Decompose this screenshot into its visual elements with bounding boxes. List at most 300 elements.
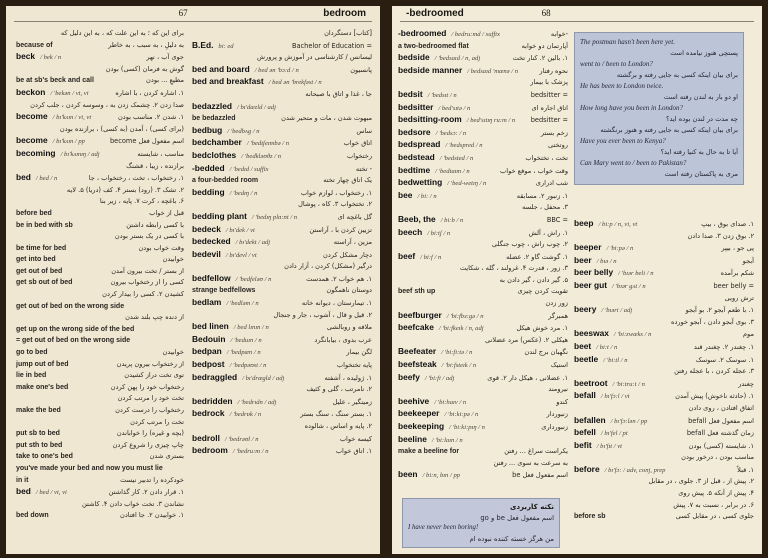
persian-definition: با کسی در یک بستر بودن (114, 232, 184, 241)
headword-entry (192, 40, 372, 53)
headword-entry (574, 242, 754, 255)
headword-entry (574, 255, 754, 268)
persian-definition: رختخواب خود را پهن کردن (110, 382, 184, 391)
persian-definition: نگهبان برج لندن (524, 348, 568, 357)
phrase-entry (16, 451, 184, 463)
column-2-entries (574, 218, 754, 552)
persian-definition: خوابیدن (162, 255, 184, 264)
persian-definition: ۱. گوشت گاو ۲. عضله (506, 252, 568, 261)
pronunciation: / bi:t / n (596, 343, 618, 351)
persian-definition: ۱. سوسک ۲. سوسک (695, 355, 754, 364)
headword: become (16, 111, 48, 122)
headword-entry (574, 341, 754, 354)
pronunciation: / bɪ'kʌm / pp (52, 138, 85, 146)
headword: bedraggled (192, 371, 238, 382)
headword-entry (192, 101, 372, 114)
headword-entry (16, 135, 184, 148)
pronunciation: / bed'sɪtə / n (438, 104, 471, 112)
definition-line (574, 231, 754, 243)
phrase-entry (16, 359, 184, 371)
definition-line (574, 403, 754, 415)
headword-entry (574, 440, 754, 453)
headword: bedlam (192, 297, 222, 308)
headword-entry (16, 172, 184, 185)
phrase-entry (192, 175, 372, 187)
phrase-entry (16, 277, 184, 289)
pronunciation: / bed / n (35, 175, 58, 183)
headword-entry (398, 310, 568, 323)
headword: bedsitting-room (398, 114, 462, 125)
pronunciation: / 'bedrɒk / n (229, 411, 262, 419)
persian-definition: دچار مشکل کردن (322, 250, 372, 259)
headword: beeline (398, 433, 427, 444)
persian-definition: -خوابه (550, 30, 568, 38)
definition-line (16, 185, 184, 197)
persian-definition: پی جو ، بیپر (721, 244, 754, 253)
persian-definition: درگیر (مشکل) کردن ، آزار دادن (284, 262, 372, 271)
definition-line (16, 231, 184, 243)
pronunciation: / bed ən 'bɔ:d / n (254, 66, 299, 74)
phrase: take to one's bed (16, 453, 73, 461)
headword: bedroom (192, 445, 228, 456)
persian-definition: = beer belly (713, 281, 754, 290)
phrase: lie in bed (16, 372, 47, 380)
phrase: because of (16, 41, 53, 49)
phrase: = get out of bed on the wrong side (16, 337, 131, 345)
pronunciation: / 'bekən / vt, vi (50, 89, 89, 97)
headword: bedeck (192, 223, 221, 234)
headword: beet (574, 340, 592, 351)
right-page (392, 6, 762, 554)
persian-definition: اتفاق افتادن ، روی دادن (688, 403, 754, 412)
headword: B.Ed. (192, 39, 214, 50)
definition-line (192, 199, 372, 211)
pronunciation: / 'bedbʌg / n (227, 127, 260, 135)
persian-definition: ۶. باغچه ، کرت ۷. پایه ، زیر بنا (99, 197, 184, 206)
persian-definition: تقویت کردن چیزی (517, 287, 568, 296)
headword: beefsteak (398, 359, 437, 370)
persian-definition: کسی را از رختخواب بیرون (110, 278, 184, 287)
headword-entry (398, 421, 568, 434)
headword: bedrock (192, 408, 225, 419)
phrase-entry (16, 440, 184, 452)
phrase-entry (16, 428, 184, 440)
headword-entry (574, 378, 754, 391)
pronunciation: / bi:b / n (440, 216, 464, 224)
definition-line (574, 366, 754, 378)
headword-entry (16, 51, 184, 64)
persian-definition: ۱. بالین ۲. کنار تخت (512, 54, 568, 63)
persian-definition: ۱. زنبور ۲. مسابقه (516, 191, 568, 200)
running-head: -bedroomed (406, 8, 464, 19)
headword: befallen (574, 414, 606, 425)
persian-definition: مبهوت شدن ، مات و متحیر شدن (281, 114, 372, 123)
definition-line (574, 476, 754, 488)
persian-definition: از بستر / تخت بیرون آمدن (111, 266, 184, 275)
persian-definition: آبجو (742, 256, 754, 265)
phrase-entry (16, 208, 184, 220)
headword-entry (574, 415, 754, 428)
pronunciation: / 'bedtaɪm / n (435, 167, 470, 175)
definition-line (192, 28, 372, 40)
pronunciation: / 'bi:pə / n (606, 245, 634, 253)
headword: beeper (574, 242, 602, 253)
pronunciation: / 'bi:fi / adj (424, 374, 455, 382)
headword-entry (398, 52, 568, 65)
persian-definition: ۲. پایه و اساس ، شالوده (304, 422, 372, 430)
phrase: be in bed with sb (16, 221, 73, 229)
headword: bedsitter (398, 101, 434, 112)
headword: been (398, 469, 418, 480)
headword-entry (398, 396, 568, 409)
pronunciation: / bɪ'dek / vt (225, 226, 255, 234)
headword-entry (192, 76, 372, 89)
pronunciation: / 'bedsted / n (439, 154, 474, 162)
headword-entry (192, 224, 372, 237)
pronunciation: / bi:n, bɪn / pp (422, 472, 461, 480)
phrase: go to bed (16, 349, 48, 357)
phrase: in it (16, 476, 29, 484)
page-number: 68 (541, 8, 551, 18)
headword: Bedouin (192, 333, 226, 344)
pronunciation: / bɪ'fɪt / vt (596, 442, 622, 450)
persian-definition: چاپ چیزی را شروع کردن (112, 440, 184, 449)
persian-definition: ۲. قیل و قال ، آشوب ، جار و جنجال (273, 310, 372, 319)
persian-definition: آپارتمان دو خوابه (521, 41, 568, 50)
phrase: strange bedfellows (192, 287, 256, 295)
persian-definition: ۱. بستر سنگ ، سنگ بستر (300, 410, 372, 419)
example-sentence: He has been to London twice. (580, 82, 664, 90)
headword-entry (574, 267, 754, 280)
pronunciation: bi: ed (218, 42, 234, 50)
persian-definition: نیرومند (548, 385, 568, 394)
persian-definition: ۴. پیش از آنکه ۵. پیش روی (678, 489, 754, 498)
persian-definition: ۲. پیش از ، قبل از ۳. جلوی ، در مقابل (648, 477, 754, 486)
phrase: a two-bedroomed flat (398, 42, 469, 50)
pronunciation: / 'bed-wetɪŋ / n (447, 180, 487, 188)
phrase: get out of bed on the wrong side (16, 302, 125, 310)
pronunciation: / 'bi:ki:pə / n (444, 411, 479, 419)
pronunciation: / bedsaɪd 'mænə / n (467, 67, 519, 75)
phrase-entry (16, 335, 184, 347)
pronunciation: / bek / n (40, 54, 62, 62)
page-header (14, 8, 372, 22)
phrase: make a beeline for (398, 448, 460, 456)
headword: beeswax (574, 328, 609, 339)
headword: beefcake (398, 322, 434, 333)
persian-definition: (بچه و غیره) را خواباندن (116, 429, 184, 438)
persian-definition: ۱. قرار دادن ۲. کار گذاشتن (108, 488, 184, 497)
example-sentence: Have you ever been to Kenya? (580, 137, 666, 145)
persian-definition: زخم بستر (540, 128, 568, 137)
headword-entry (398, 28, 568, 41)
phrase: make the bed (16, 407, 61, 414)
headword: beer belly (574, 267, 614, 278)
definition-line (574, 452, 754, 464)
definition-line (192, 310, 372, 322)
persian-definition: ۶. در برابر ، نسبت به ۷. پیش (673, 500, 754, 509)
headword: bedtime (398, 164, 431, 175)
phrase-entry (16, 324, 184, 336)
pronunciation: / 'bi:ki:pɪŋ / n (449, 424, 485, 431)
persian-definition: جوی آب ، نهر (146, 53, 184, 62)
persian-definition: زمینگیر ، علیل (332, 397, 372, 406)
headword-entry (192, 396, 372, 409)
headword-entry (192, 321, 372, 334)
headword-entry (398, 322, 568, 335)
headword: -bedded (192, 162, 225, 173)
headword: Beefeater (398, 346, 437, 357)
persian-definition: - تخته (355, 164, 372, 173)
phrase-entry (192, 113, 372, 125)
headword: bedchamber (192, 137, 242, 148)
phrase-entry (16, 382, 184, 394)
persian-note: برای بیان اینکه کسی به جایی رفته و هنوز برنگشته (600, 126, 738, 134)
headword: bedwetting (398, 177, 443, 188)
phrase: you've made your bed and now you must lie (16, 464, 163, 472)
headword: bedecked (192, 236, 231, 247)
persian-definition: مزین ، آراسته (333, 238, 372, 247)
headword: beckon (16, 86, 46, 97)
headword-entry (398, 102, 568, 115)
persian-definition: هیکلی ۲. (عکس) مرد عضلانی (485, 335, 568, 344)
pronunciation: / 'bi:laɪn / n (431, 436, 463, 444)
definition-line (398, 458, 568, 470)
phrase: get sb out of bed (16, 279, 73, 287)
definition-line (16, 289, 184, 301)
headword: beech (398, 226, 423, 237)
pronunciation: / 'bɪər gʌt / n (612, 282, 646, 290)
headword-entry (398, 359, 568, 372)
phrase-entry (16, 405, 184, 417)
pronunciation: / 'bi:tl / n (603, 356, 628, 364)
phrase-entry (16, 254, 184, 266)
phrase-entry (16, 301, 184, 313)
persian-definition: ۱. عضلانی ، هیکل دار ۲. قوی (487, 373, 568, 382)
definition-line (16, 100, 184, 112)
pronunciation: / bɪ'fel / pt (600, 430, 628, 438)
persian-definition: نحوه رفتار (539, 66, 568, 75)
phrase: jump out of bed (16, 360, 69, 368)
pronunciation: / bed ən 'brekfəst / n (268, 79, 322, 87)
headword-entry (192, 445, 372, 458)
headword: -bedroomed (398, 28, 447, 38)
phrase-entry (398, 41, 568, 53)
persian-definition: خودکرده را تدبیر نیست (120, 475, 184, 484)
headword: beef (398, 250, 416, 261)
persian-definition: ۱. چغندر ۲. چغندر قند (693, 342, 754, 351)
pronunciation: / 'bedɪŋ / n (229, 189, 258, 197)
pronunciation: / 'bedpəʊst / n (229, 362, 267, 370)
headword: bedbug (192, 124, 223, 135)
pronunciation: / bi:f / n (420, 253, 442, 261)
persian-definition: شب ادراری (535, 179, 568, 188)
phrase: beef sth up (398, 288, 436, 296)
headword: bedding plant (192, 210, 247, 221)
pronunciation: / bi:tʃ / n (427, 229, 451, 237)
phrase: make one's bed (16, 383, 69, 391)
headword: befall (574, 390, 596, 401)
pronunciation: / 'beduɪn / n (230, 336, 262, 344)
headword-entry (192, 211, 372, 224)
definition-line (192, 261, 372, 273)
persian-note: او دو بار به لندن رفته است (663, 93, 738, 101)
headword: bedding (192, 186, 225, 197)
persian-definition: از رختخواب بیرون پریدن (116, 359, 184, 368)
persian-definition: ساس (356, 126, 372, 135)
persian-note: اسم مفعول فعل be و go (480, 513, 554, 522)
persian-definition: ۱. ژولیده ، آشفته (324, 373, 372, 382)
persian-definition: = bedsitter (530, 116, 568, 125)
headword: bed and board (192, 63, 250, 74)
pronunciation: / bɪ'kʌm / vi, vt (52, 114, 92, 122)
definition-line (574, 293, 754, 305)
pronunciation: / 'bedrəʊl / n (224, 435, 259, 443)
persian-definition: یک اتاق چهار تخته (323, 176, 372, 185)
phrase-entry (398, 446, 568, 458)
persian-definition: ملافه و روبالشی (326, 323, 372, 332)
pronunciation: / bɪ'kʌmɪŋ / adj (60, 150, 100, 158)
definition-line (398, 263, 568, 275)
column-2 (574, 28, 754, 552)
persian-definition: استیک (550, 361, 568, 370)
headword-entry (574, 328, 754, 341)
persian-definition: ۱. تیمارستان ، دیوانه خانه (301, 299, 372, 308)
headword: beetle (574, 353, 599, 364)
headword-entry (574, 218, 754, 231)
headword: bedpan (192, 346, 222, 357)
persian-definition: ترش رویی (724, 293, 754, 302)
definition-line (398, 384, 568, 396)
persian-definition: ۳. محفل ، جلسه (522, 203, 568, 212)
definition-line (192, 52, 372, 64)
phrase-entry (16, 510, 184, 522)
phrase-entry (574, 511, 754, 523)
persian-definition: ۱. مرد خوش هیکل (516, 324, 568, 333)
headword-entry (398, 214, 568, 227)
definition-line (16, 417, 184, 429)
headword: beck (16, 51, 36, 62)
persian-definition: رختخواب را درست کردن (115, 406, 184, 414)
persian-definition: جا ، غذا و اتاق با صبحانه (305, 89, 372, 98)
headword: bedclothes (192, 149, 237, 160)
persian-definition: ۱. صدای بوق ، بیپ (701, 220, 754, 228)
definition-line (16, 28, 184, 40)
persian-note: پستچی هنوز نیامده است (670, 49, 738, 57)
phrase: get out of bed (16, 267, 63, 275)
persian-definition: = bedsitter (530, 90, 568, 99)
persian-definition: جلوی کسی ، در مقابل کسی (675, 512, 754, 521)
headword-entry (574, 280, 754, 293)
persian-definition: = Bachelor of Education (291, 41, 372, 50)
pronunciation: / bi: / n (417, 192, 437, 200)
persian-definition: رختخواب (347, 151, 372, 160)
phrase-entry (16, 463, 184, 475)
phrase-entry (16, 220, 184, 232)
pronunciation: / 'bedsaɪd / n, adj (434, 55, 481, 63)
phrase-entry (398, 286, 568, 298)
headword: beefburger (398, 309, 442, 320)
headword: beefy (398, 371, 420, 382)
phrase-entry (16, 40, 184, 52)
persian-definition: زنبوردار (546, 410, 568, 419)
headword: bedsit (398, 88, 423, 99)
persian-definition: روتختی (548, 141, 568, 150)
pronunciation: / 'bi:tru:t / n (612, 380, 645, 388)
pronunciation: / 'bi:fi:tə / n (441, 349, 473, 357)
definition-line (16, 64, 184, 76)
pronunciation: / 'bedrɪdn / adj (237, 398, 277, 406)
headword: beery (574, 304, 597, 315)
headword-entry (16, 87, 184, 100)
headword: bee (398, 189, 413, 200)
persian-definition: توی تخت دراز کشیدن (124, 371, 184, 380)
persian-definition: پانسیون (350, 65, 372, 74)
persian-definition: ۲. تشک ۳. (رود) بستر ۴. کف (دریا) ۵. لایه (66, 185, 184, 194)
persian-definition: = BBC (546, 215, 568, 224)
persian-definition: موم (742, 330, 754, 339)
persian-definition: خوابیدن (162, 348, 184, 357)
phrase-entry (16, 243, 184, 255)
headword-entry (192, 125, 372, 138)
phrase-entry (192, 285, 372, 297)
persian-definition: لیسانس / کارشناسی در آموزش و پرورش (256, 53, 372, 62)
pronunciation: / bed / vt, vi (35, 489, 67, 497)
definition-line (398, 239, 568, 251)
persian-definition: تزیین کردن با ، آراستن (309, 225, 372, 234)
persian-definition: ۱. اشاره کردن ، با اشاره (115, 88, 184, 97)
pronunciation: / 'bedləm / n (226, 300, 259, 308)
page-number: 67 (178, 8, 188, 18)
page-header (400, 8, 754, 22)
definition-line (574, 488, 754, 500)
persian-definition: پایه تختخواب (336, 361, 372, 370)
pronunciation: / 'bedsɪt / n (427, 91, 457, 99)
persian-definition: گل باغچه ای (337, 212, 372, 221)
column-1 (398, 28, 568, 552)
persian-definition: یکراست سراغ ... رفتن (504, 447, 568, 456)
headword-entry (574, 427, 754, 440)
persian-definition: ۳. بوی آبجو دادن ، آبجو خورده (670, 317, 754, 326)
headword: beehive (398, 395, 430, 406)
pronunciation: / 'bɪəri / adj (601, 307, 633, 315)
headword: become (16, 135, 48, 146)
headword-entry (398, 114, 568, 127)
pronunciation: / 'bedkləʊðz / n (241, 152, 282, 160)
pronunciation: / 'bedtʃeɪmbə / n (246, 140, 290, 148)
headword-entry (192, 236, 372, 249)
persian-definition: ۱. هم خواب ۲. همدست (306, 274, 372, 283)
phrase: before sb (574, 513, 606, 521)
headword-entry (16, 486, 184, 499)
pronunciation: / 'bedɪŋ plɑ:nt / n (251, 213, 298, 221)
persian-definition: با کسی رابطه داشتن (126, 220, 184, 229)
headword-entry (192, 372, 372, 385)
definition-line (16, 124, 184, 136)
headword-entry (192, 150, 372, 163)
headword: bedsore (398, 126, 431, 137)
persian-definition: وقت خواب ، موقع خواب (500, 166, 568, 175)
persian-definition: ۱. راش ، آلش (528, 228, 568, 237)
phrase: be at sb's beck and call (16, 77, 94, 85)
persian-definition: ۲. چوب راش ، چوب جنگلی (491, 240, 568, 249)
headword: befit (574, 439, 592, 450)
phrase: be bedazzled (192, 115, 236, 123)
grammar-note-box (402, 498, 560, 548)
persian-definition: ۱. اتاق خواب (335, 447, 372, 456)
headword-entry (398, 251, 568, 264)
persian-note: من هرگز خسته کننده نبوده ام (469, 534, 554, 543)
